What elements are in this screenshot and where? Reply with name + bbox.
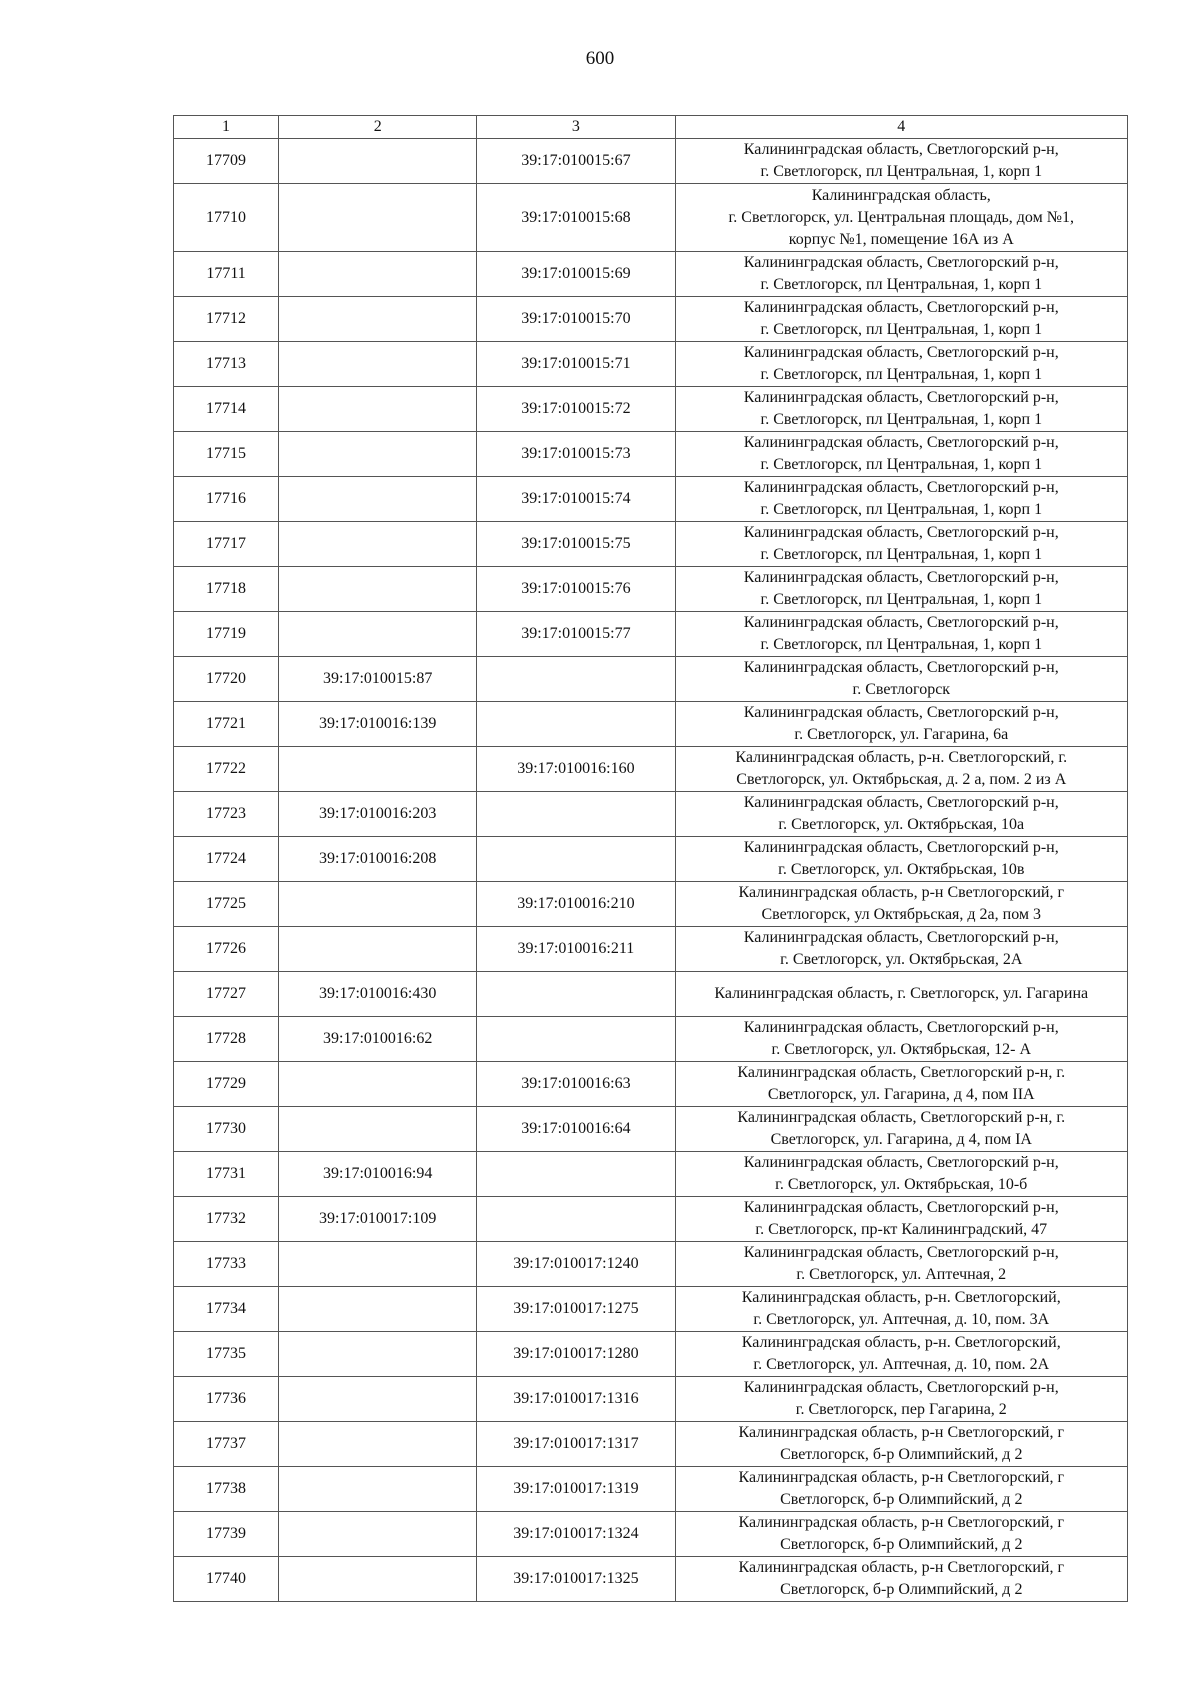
cadastral-number-cell: 39:17:010016:62 <box>279 1016 477 1061</box>
address-line: Калининградская область, Светлогорский р-н, г. <box>737 1108 1066 1126</box>
table-row <box>174 972 1128 1017</box>
address-line: Калининградская область, Светлогорский р-н, <box>743 1198 1059 1216</box>
address-cell <box>675 612 1127 657</box>
address-line: Калининградская область, г. Светлогорск, ул. Гагарина <box>714 984 1089 1002</box>
cadastral-number-cell: 39:17:010015:67 <box>477 139 675 184</box>
cadastral-number-cell: 39:17:010015:74 <box>477 477 675 522</box>
address-line: г. Светлогорск, ул. Октябрьская, 10а <box>778 816 1025 833</box>
cadastral-number-cell <box>477 1151 675 1196</box>
address-cell <box>675 1421 1127 1466</box>
row-number-cell: 17736 <box>174 1376 279 1421</box>
address-cell <box>675 1286 1127 1331</box>
address-line: г. Светлогорск, ул. Октябрьская, 12- А <box>771 1040 1032 1058</box>
address-line: г. Светлогорск, пл Центральная, 1, корп 1 <box>760 591 1043 608</box>
cadastral-number-cell <box>279 477 477 522</box>
table-row <box>174 702 1128 747</box>
row-number-cell: 17720 <box>174 657 279 702</box>
address-line: Калининградская область, Светлогорский р-н, <box>743 299 1059 316</box>
address-line: Калининградская область, р-н Светлогорский, г <box>738 884 1064 901</box>
address-cell <box>675 1376 1127 1421</box>
table-row <box>174 1151 1128 1196</box>
cadastral-number-cell: 39:17:010016:211 <box>477 927 675 972</box>
row-number-cell: 17728 <box>174 1016 279 1061</box>
address-line: г. Светлогорск, пл Центральная, 1, корп 1 <box>760 636 1043 653</box>
cadastral-number-cell <box>279 1286 477 1331</box>
column-header-4: 4 <box>675 116 1127 139</box>
address-cell <box>675 1511 1127 1556</box>
table-row <box>174 342 1128 387</box>
cadastral-number-cell: 39:17:010017:1275 <box>477 1286 675 1331</box>
cadastral-number-cell <box>279 612 477 657</box>
cadastral-number-cell: 39:17:010017:1317 <box>477 1421 675 1466</box>
cadastral-number-cell: 39:17:010016:210 <box>477 882 675 927</box>
table-row <box>174 1421 1128 1466</box>
table-row <box>174 477 1128 522</box>
cadastral-number-cell <box>279 1511 477 1556</box>
address-line: корпус №1, помещение 16А из А <box>788 230 1014 248</box>
address-line: Светлогорск, б-р Олимпийский, д 2 <box>780 1535 1023 1553</box>
address-line: Калининградская область, р-н. Светлогорский, <box>741 1288 1061 1306</box>
table-row <box>174 432 1128 477</box>
cadastral-number-cell <box>279 342 477 387</box>
table-row <box>174 837 1128 882</box>
page-number: 600 <box>585 48 615 69</box>
address-line: Калининградская область, Светлогорский р-н, <box>743 659 1059 676</box>
address-line: г. Светлогорск, ул. Аптечная, д. 10, пом. 3А <box>753 1310 1050 1328</box>
cadastral-number-cell <box>279 1376 477 1421</box>
cadastral-number-cell <box>279 184 477 252</box>
cadastral-number-cell <box>477 972 675 1017</box>
address-cell <box>675 567 1127 612</box>
address-line: Калининградская область, Светлогорский р-н, <box>743 1153 1059 1171</box>
row-number-cell: 17719 <box>174 612 279 657</box>
table-row <box>174 1511 1128 1556</box>
address-line: г. Светлогорск, пл Центральная, 1, корп 1 <box>760 321 1043 338</box>
address-cell <box>675 342 1127 387</box>
column-header-1: 1 <box>174 116 279 139</box>
cadastral-number-cell <box>477 837 675 882</box>
address-line: г. Светлогорск, пл Центральная, 1, корп 1 <box>760 276 1043 293</box>
table-row <box>174 792 1128 837</box>
row-number-cell: 17726 <box>174 927 279 972</box>
address-line: Светлогорск, б-р Олимпийский, д 2 <box>780 1580 1023 1598</box>
address-line: г. Светлогорск, ул. Центральная площадь, дом №1, <box>728 208 1074 226</box>
address-cell <box>675 1061 1127 1106</box>
address-line: г. Светлогорск, ул. Гагарина, 6а <box>794 726 1009 743</box>
cadastral-number-cell: 39:17:010017:1319 <box>477 1466 675 1511</box>
row-number-cell: 17734 <box>174 1286 279 1331</box>
cadastral-number-cell <box>279 1241 477 1286</box>
table-row <box>174 1466 1128 1511</box>
cadastral-number-cell <box>279 927 477 972</box>
address-cell <box>675 522 1127 567</box>
address-cell <box>675 1331 1127 1376</box>
address-line: Светлогорск, б-р Олимпийский, д 2 <box>780 1490 1023 1508</box>
row-number-cell: 17733 <box>174 1241 279 1286</box>
address-cell <box>675 139 1127 184</box>
table-row <box>174 139 1128 184</box>
address-line: г. Светлогорск, пер Гагарина, 2 <box>795 1400 1007 1418</box>
table-row <box>174 1286 1128 1331</box>
address-line: Калининградская область, Светлогорский р-н, <box>743 1243 1059 1261</box>
address-cell <box>675 927 1127 972</box>
address-line: г. Светлогорск, пр-кт Калининградский, 47 <box>755 1220 1048 1238</box>
address-line: Калининградская область, Светлогорский р-н, <box>743 614 1059 631</box>
row-number-cell: 17735 <box>174 1331 279 1376</box>
cadastral-number-cell: 39:17:010016:208 <box>279 837 477 882</box>
cadastral-number-cell <box>279 1466 477 1511</box>
address-line: Калининградская область, р-н Светлогорский, г <box>738 1468 1064 1486</box>
cadastral-number-cell: 39:17:010016:64 <box>477 1106 675 1151</box>
cadastral-number-cell: 39:17:010017:1280 <box>477 1331 675 1376</box>
address-line: Светлогорск, ул. Октябрьская, д. 2 а, пом. 2 из А <box>736 771 1067 788</box>
address-line: Калининградская область, Светлогорский р-н, <box>743 1378 1059 1396</box>
address-cell <box>675 972 1127 1017</box>
address-line: Калининградская область, Светлогорский р-н, <box>743 569 1059 586</box>
table-row <box>174 747 1128 792</box>
registry-table <box>173 115 1128 1602</box>
row-number-cell: 17721 <box>174 702 279 747</box>
address-cell <box>675 1106 1127 1151</box>
cadastral-number-cell: 39:17:010015:73 <box>477 432 675 477</box>
address-line: Калининградская область, Светлогорский р-н, <box>743 141 1059 158</box>
cadastral-number-cell <box>279 567 477 612</box>
address-cell <box>675 432 1127 477</box>
address-line: г. Светлогорск, пл Центральная, 1, корп 1 <box>760 501 1043 518</box>
address-cell <box>675 387 1127 432</box>
address-line: Калининградская область, Светлогорский р-н, <box>743 389 1059 406</box>
address-line: Калининградская область, Светлогорский р-н, <box>743 929 1059 946</box>
address-line: Светлогорск, ул Октябрьская, д 2а, пом 3 <box>761 906 1042 923</box>
address-line: г. Светлогорск, ул. Октябрьская, 10в <box>778 861 1025 878</box>
table-row <box>174 297 1128 342</box>
row-number-cell: 17715 <box>174 432 279 477</box>
row-number-cell: 17722 <box>174 747 279 792</box>
row-number-cell: 17723 <box>174 792 279 837</box>
table-row <box>174 1196 1128 1241</box>
cadastral-number-cell: 39:17:010015:75 <box>477 522 675 567</box>
table-row <box>174 1376 1128 1421</box>
row-number-cell: 17725 <box>174 882 279 927</box>
table-row <box>174 522 1128 567</box>
table-row <box>174 612 1128 657</box>
address-cell <box>675 657 1127 702</box>
cadastral-number-cell: 39:17:010016:203 <box>279 792 477 837</box>
cadastral-number-cell: 39:17:010015:69 <box>477 252 675 297</box>
row-number-cell: 17737 <box>174 1421 279 1466</box>
address-line: Калининградская область, Светлогорский р-н, <box>743 524 1059 541</box>
table-row <box>174 657 1128 702</box>
row-number-cell: 17717 <box>174 522 279 567</box>
address-line: г. Светлогорск <box>852 681 951 698</box>
address-line: Калининградская область, Светлогорский р-н, <box>743 254 1059 271</box>
address-cell <box>675 1151 1127 1196</box>
address-line: Калининградская область, Светлогорский р-н, г. <box>737 1063 1066 1081</box>
header-row <box>174 116 1128 139</box>
row-number-cell: 17730 <box>174 1106 279 1151</box>
cadastral-number-cell: 39:17:010016:94 <box>279 1151 477 1196</box>
address-cell <box>675 1196 1127 1241</box>
table-row <box>174 1331 1128 1376</box>
row-number-cell: 17732 <box>174 1196 279 1241</box>
address-line: г. Светлогорск, пл Центральная, 1, корп 1 <box>760 411 1043 428</box>
row-number-cell: 17729 <box>174 1061 279 1106</box>
cadastral-number-cell: 39:17:010015:70 <box>477 297 675 342</box>
cadastral-number-cell <box>279 1556 477 1601</box>
cadastral-number-cell: 39:17:010015:72 <box>477 387 675 432</box>
cadastral-number-cell <box>279 1331 477 1376</box>
address-line: Калининградская область, р-н Светлогорский, г <box>738 1513 1064 1531</box>
table-row <box>174 567 1128 612</box>
address-line: г. Светлогорск, пл Центральная, 1, корп 1 <box>760 456 1043 473</box>
address-line: Калининградская область, Светлогорский р-н, <box>743 434 1059 451</box>
row-number-cell: 17731 <box>174 1151 279 1196</box>
address-line: Калининградская область, р-н. Светлогорский, г. <box>735 749 1068 766</box>
address-line: г. Светлогорск, ул. Аптечная, 2 <box>796 1265 1007 1283</box>
row-number-cell: 17727 <box>174 972 279 1017</box>
address-line: г. Светлогорск, пл Центральная, 1, корп 1 <box>760 366 1043 383</box>
address-cell <box>675 837 1127 882</box>
column-header-3: 3 <box>477 116 675 139</box>
cadastral-number-cell <box>477 657 675 702</box>
cadastral-number-cell <box>279 882 477 927</box>
address-line: Калининградская область, <box>811 186 991 204</box>
cadastral-number-cell: 39:17:010017:1325 <box>477 1556 675 1601</box>
row-number-cell: 17714 <box>174 387 279 432</box>
cadastral-number-cell: 39:17:010015:87 <box>279 657 477 702</box>
cadastral-number-cell: 39:17:010015:76 <box>477 567 675 612</box>
cadastral-number-cell: 39:17:010017:1316 <box>477 1376 675 1421</box>
address-line: Калининградская область, р-н. Светлогорский, <box>741 1333 1061 1351</box>
cadastral-number-cell: 39:17:010015:68 <box>477 184 675 252</box>
row-number-cell: 17711 <box>174 252 279 297</box>
address-line: г. Светлогорск, пл Центральная, 1, корп 1 <box>760 163 1043 180</box>
table-row <box>174 184 1128 252</box>
address-cell <box>675 184 1127 252</box>
row-number-cell: 17710 <box>174 184 279 252</box>
address-line: Калининградская область, Светлогорский р-н, <box>743 704 1059 721</box>
column-header-2: 2 <box>279 116 477 139</box>
row-number-cell: 17712 <box>174 297 279 342</box>
cadastral-number-cell <box>279 432 477 477</box>
cadastral-number-cell <box>477 1196 675 1241</box>
cadastral-number-cell <box>279 1106 477 1151</box>
table-row <box>174 1106 1128 1151</box>
address-cell <box>675 747 1127 792</box>
cadastral-number-cell <box>279 1421 477 1466</box>
address-line: Светлогорск, ул. Гагарина, д 4, пом IА <box>770 1130 1032 1148</box>
cadastral-number-cell: 39:17:010017:1240 <box>477 1241 675 1286</box>
address-line: г. Светлогорск, ул. Октябрьская, 2А <box>780 951 1023 968</box>
cadastral-number-cell <box>279 387 477 432</box>
cadastral-number-cell: 39:17:010017:1324 <box>477 1511 675 1556</box>
table-body <box>174 139 1128 1602</box>
address-line: Калининградская область, Светлогорский р-н, <box>743 479 1059 496</box>
cadastral-number-cell: 39:17:010016:430 <box>279 972 477 1017</box>
address-cell <box>675 882 1127 927</box>
address-line: г. Светлогорск, пл Центральная, 1, корп 1 <box>760 546 1043 563</box>
cadastral-number-cell: 39:17:010015:77 <box>477 612 675 657</box>
cadastral-number-cell <box>279 522 477 567</box>
table-row <box>174 882 1128 927</box>
address-line: Калининградская область, р-н Светлогорский, г <box>738 1558 1064 1576</box>
table-row <box>174 1241 1128 1286</box>
row-number-cell: 17709 <box>174 139 279 184</box>
address-line: Калининградская область, Светлогорский р-н, <box>743 344 1059 361</box>
table-row <box>174 927 1128 972</box>
row-number-cell: 17716 <box>174 477 279 522</box>
row-number-cell: 17713 <box>174 342 279 387</box>
cadastral-number-cell <box>477 1016 675 1061</box>
address-cell <box>675 1556 1127 1601</box>
address-line: Калининградская область, Светлогорский р-н, <box>743 1018 1059 1036</box>
cadastral-number-cell <box>279 252 477 297</box>
cadastral-number-cell <box>477 792 675 837</box>
address-cell <box>675 1466 1127 1511</box>
address-cell <box>675 297 1127 342</box>
row-number-cell: 17739 <box>174 1511 279 1556</box>
cadastral-number-cell <box>279 139 477 184</box>
address-line: Светлогорск, б-р Олимпийский, д 2 <box>780 1445 1023 1463</box>
table-row <box>174 252 1128 297</box>
address-line: Калининградская область, р-н Светлогорский, г <box>738 1423 1064 1441</box>
address-cell <box>675 1241 1127 1286</box>
table-row <box>174 387 1128 432</box>
address-cell <box>675 792 1127 837</box>
cadastral-number-cell: 39:17:010016:160 <box>477 747 675 792</box>
address-line: Светлогорск, ул. Гагарина, д 4, пом IIА <box>767 1085 1035 1103</box>
cadastral-number-cell: 39:17:010016:63 <box>477 1061 675 1106</box>
row-number-cell: 17738 <box>174 1466 279 1511</box>
address-cell <box>675 252 1127 297</box>
address-line: г. Светлогорск, ул. Октябрьская, 10-б <box>775 1175 1028 1193</box>
cadastral-number-cell: 39:17:010017:109 <box>279 1196 477 1241</box>
row-number-cell: 17740 <box>174 1556 279 1601</box>
row-number-cell: 17718 <box>174 567 279 612</box>
address-line: Калининградская область, Светлогорский р-н, <box>743 839 1059 856</box>
cadastral-number-cell <box>477 702 675 747</box>
cadastral-number-cell: 39:17:010015:71 <box>477 342 675 387</box>
cadastral-number-cell <box>279 747 477 792</box>
cadastral-number-cell: 39:17:010016:139 <box>279 702 477 747</box>
address-cell <box>675 1016 1127 1061</box>
row-number-cell: 17724 <box>174 837 279 882</box>
address-line: г. Светлогорск, ул. Аптечная, д. 10, пом. 2А <box>753 1355 1050 1373</box>
cadastral-number-cell <box>279 297 477 342</box>
table-row <box>174 1061 1128 1106</box>
cadastral-number-cell <box>279 1061 477 1106</box>
table-row <box>174 1556 1128 1601</box>
table-row <box>174 1016 1128 1061</box>
address-line: Калининградская область, Светлогорский р-н, <box>743 794 1059 811</box>
address-cell <box>675 477 1127 522</box>
address-cell <box>675 702 1127 747</box>
